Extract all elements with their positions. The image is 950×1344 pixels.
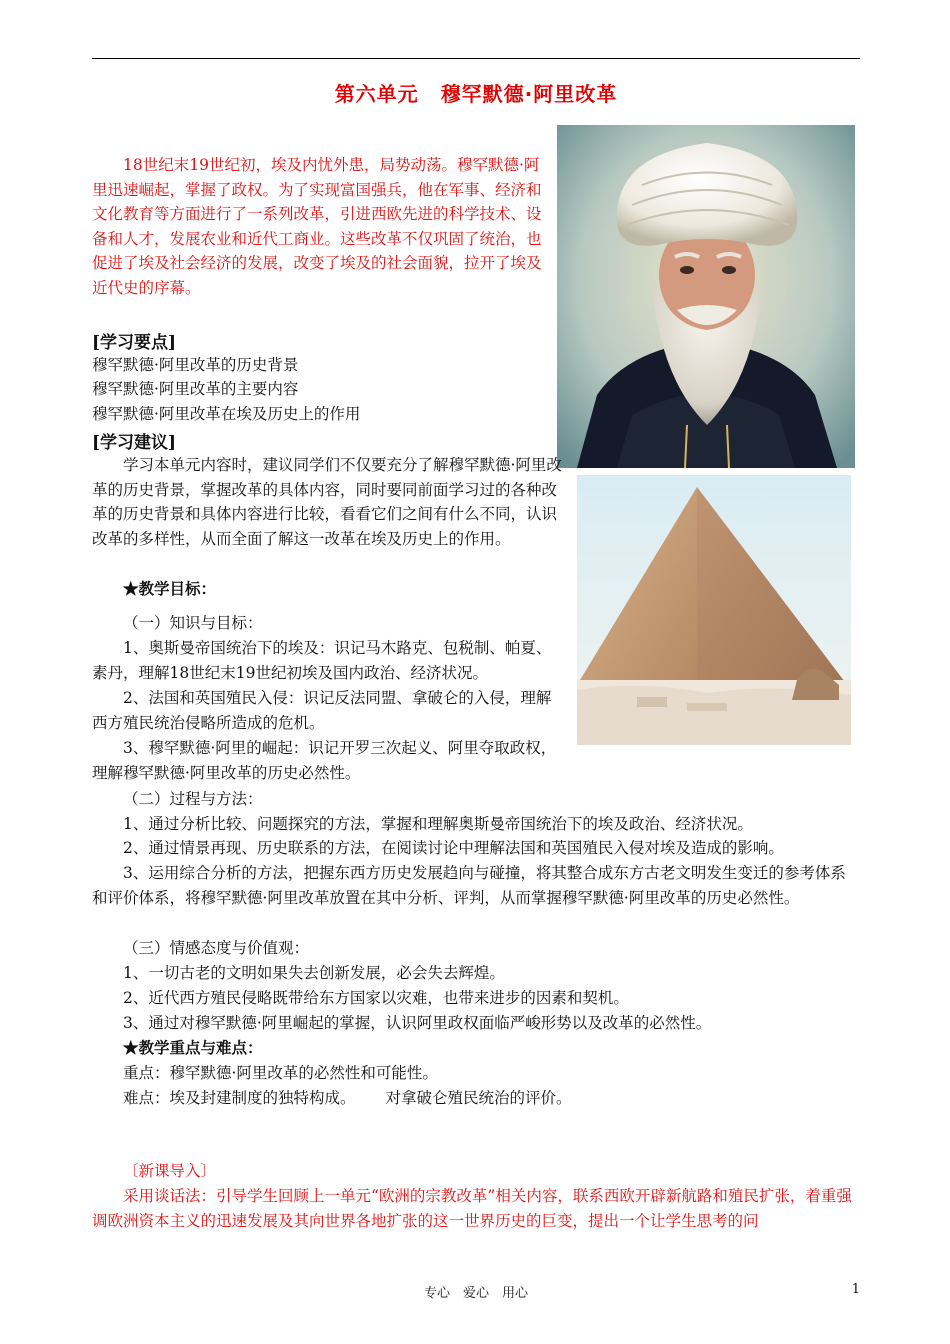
- header-rule: [92, 58, 860, 59]
- focus-difficult: [123, 1086, 572, 1111]
- key-point-item: 穆罕默德·阿里改革的主要内容: [92, 380, 299, 398]
- objectives-section-1: （一）知识与目标：: [123, 614, 263, 632]
- pyramid-image: [577, 475, 851, 745]
- key-points-heading: [学习要点]: [92, 333, 177, 353]
- objective-item: 3、穆罕默德·阿里的崛起：识记开罗三次起义、阿里夺取政权，理解穆罕默德·阿里改革的历史必然性。: [92, 739, 557, 782]
- page-title: [92, 78, 860, 107]
- key-point-item: 穆罕默德·阿里改革在埃及历史上的作用: [92, 405, 361, 423]
- page-number: 1: [851, 1282, 860, 1297]
- suggestion-heading: [学习建议]: [92, 433, 177, 453]
- focus-key: 重点：穆罕默德·阿里改革的必然性和可能性。: [123, 1064, 438, 1082]
- portrait-image: [557, 125, 855, 468]
- objectives-section-3: （三）情感态度与价值观：: [123, 939, 310, 957]
- focus-difficult-2: 对拿破仑殖民统治的评价。: [385, 1089, 572, 1107]
- intro-paragraph: 18世纪末19世纪初，埃及内忧外患，局势动荡。穆罕默德·阿里迅速崛起，掌握了政权。为了实现富国强兵，他在军事、经济和文化教育等方面进行了一系列改革，引进西欧先进的科学技术、设备和人才，发展农业和近代工商业。这些改革不仅巩固了统治，也促进了埃及社会经济的发展，改变了埃及的社会面貌，拉开了埃及近代史的序幕。: [92, 156, 542, 297]
- new-lesson-paragraph: 采用谈话法：引导学生回顾上一单元“欧洲的宗教改革”相关内容，联系西欧开辟新航路和殖民扩张，着重强调欧洲资本主义的迅速发展及其向世界各地扩张的这一世界历史的巨变，提出一个让学生思考的问: [92, 1187, 852, 1230]
- objective-item: 3、运用综合分析的方法，把握东西方历史发展趋向与碰撞，将其整合成东方古老文明发生变迁的参考体系和评价体系，将穆罕默德·阿里改革放置在其中分析、评判，从而掌握穆罕默德·阿里改革的历史必然性。: [92, 864, 846, 907]
- objective-item: 3、通过对穆罕默德·阿里崛起的掌握，认识阿里政权面临严峻形势以及改革的必然性。: [123, 1014, 712, 1032]
- objective-item: 1、奥斯曼帝国统治下的埃及：识记马木路克、包税制、帕夏、素丹，理解18世纪末19世纪初埃及国内政治、经济状况。: [92, 639, 552, 682]
- objective-item: 1、一切古老的文明如果失去创新发展，必会失去辉煌。: [123, 964, 505, 982]
- new-lesson-heading: 〔新课导入〕: [123, 1162, 217, 1180]
- focus-difficult-1: 难点：埃及封建制度的独特构成。: [123, 1089, 356, 1107]
- objectives-section-2: （二）过程与方法：: [123, 790, 263, 808]
- suggestion-paragraph: 学习本单元内容时，建议同学们不仅要充分了解穆罕默德·阿里改革的历史背景，掌握改革的具体内容，同时要同前面学习过的各种改革的历史背景和具体内容进行比较，看看它们之间有什么不同，认识改革的多样性，从而全面了解这一改革在埃及历史上的作用。: [92, 456, 562, 548]
- objective-item: 2、通过情景再现、历史联系的方法，在阅读讨论中理解法国和英国殖民入侵对埃及造成的影响。: [123, 839, 784, 857]
- objectives-heading: ★教学目标：: [123, 579, 217, 598]
- objective-item: 2、近代西方殖民侵略既带给东方国家以灾难，也带来进步的因素和契机。: [123, 989, 629, 1007]
- focus-heading: ★教学重点与难点：: [123, 1038, 263, 1057]
- footer-motto: 专心 爱心 用心: [423, 1286, 528, 1301]
- unit-topic: 穆罕默德·阿里改革: [440, 82, 618, 106]
- key-point-item: 穆罕默德·阿里改革的历史背景: [92, 356, 299, 374]
- unit-label: 第六单元: [334, 82, 419, 106]
- objective-item: 2、法国和英国殖民入侵：识记反法同盟、拿破仑的入侵，理解西方殖民统治侵略所造成的危机。: [92, 689, 552, 732]
- objective-item: 1、通过分析比较、问题探究的方法，掌握和理解奥斯曼帝国统治下的埃及政治、经济状况。: [123, 815, 753, 833]
